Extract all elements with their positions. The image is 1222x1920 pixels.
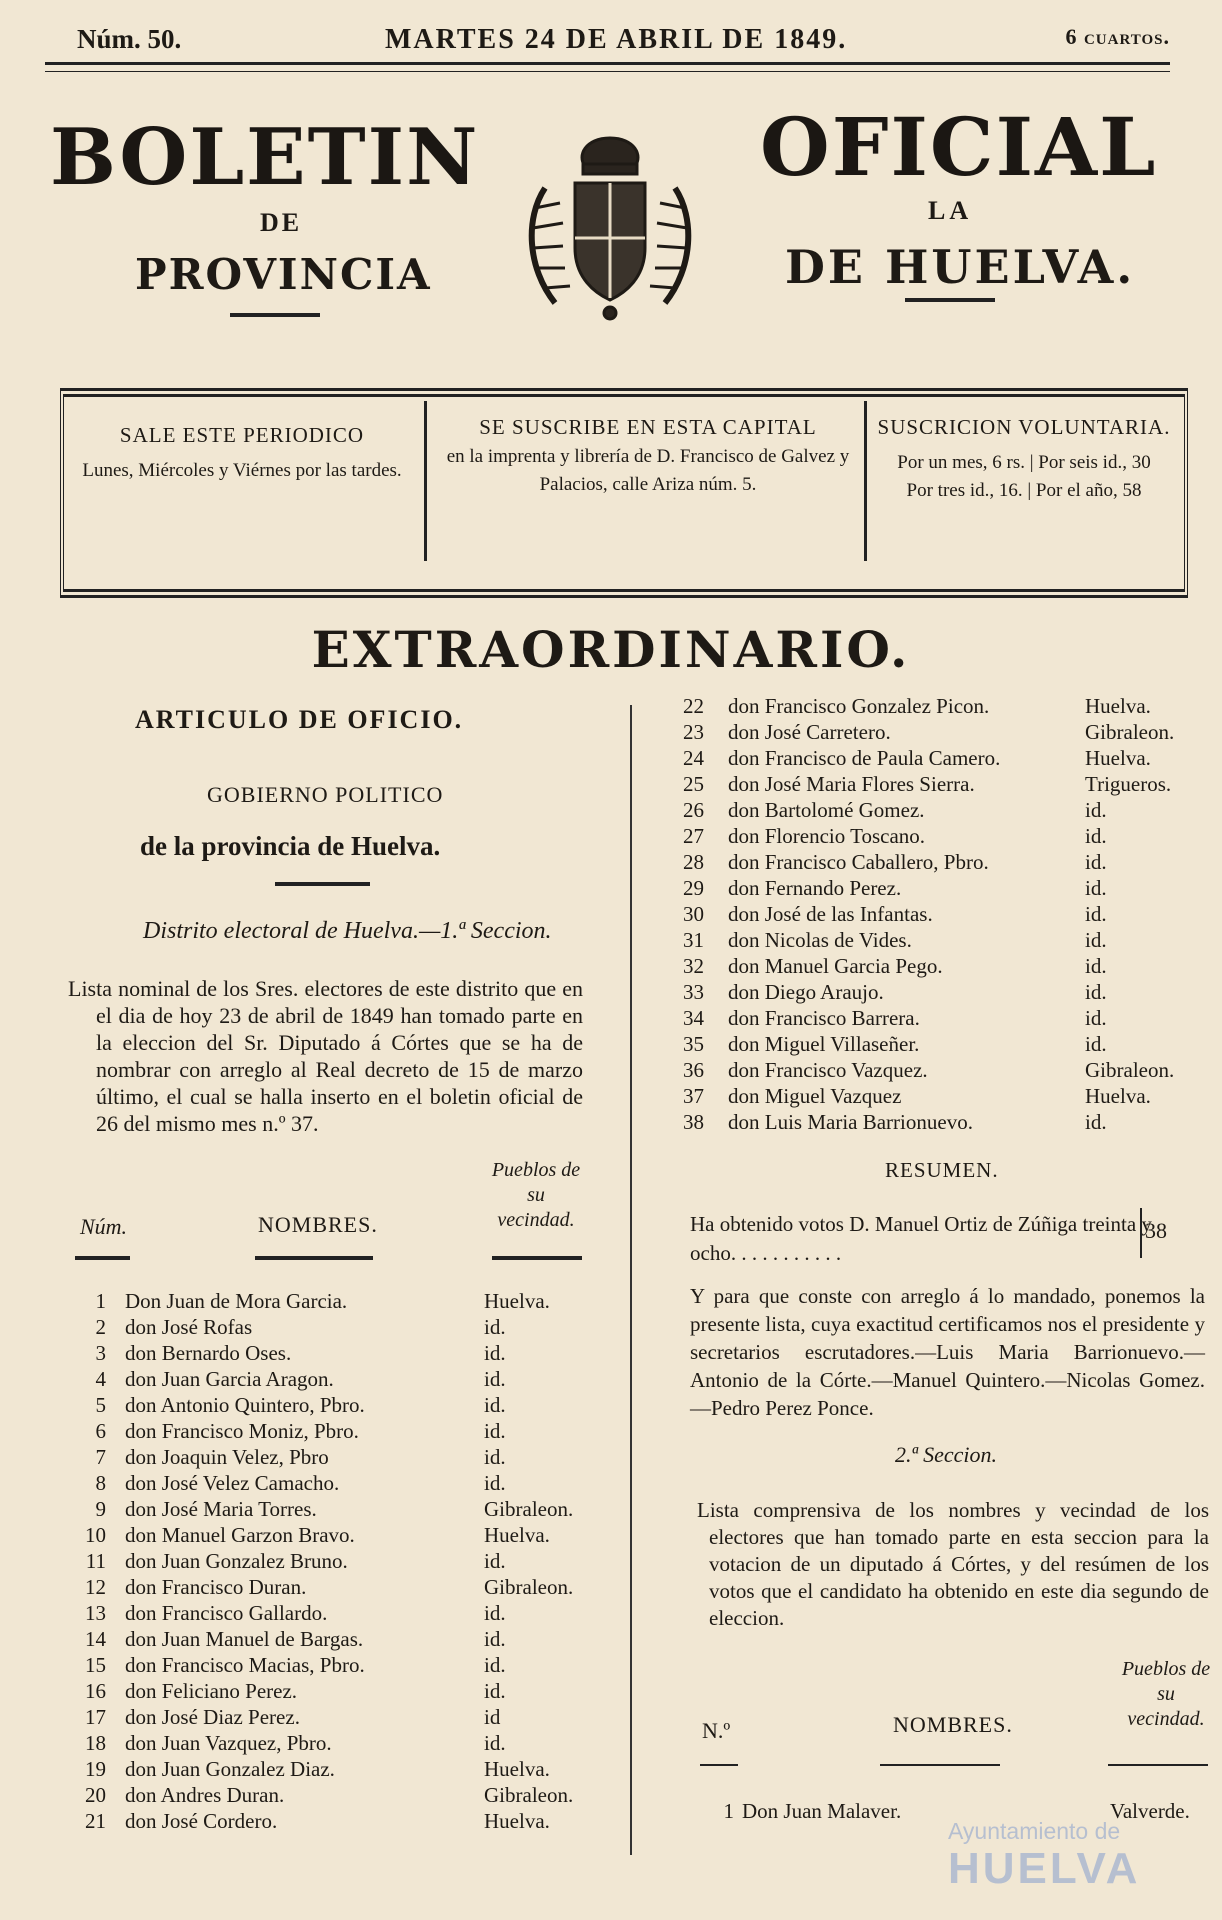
list-intro-text: Lista nominal de los Sres. electores de este distrito que en el dia de hoy 23 de abril de 1849 han tomado parte en la eleccion del Sr. Diputado á Córtes que se ha de nombrar con arreglo al Real decreto de 15 de marzo último, el cual se halla inserto en el boletin oficial de 26 del mismo mes n.º 37. (68, 976, 583, 1136)
elector-town: Trigueros. (1085, 772, 1172, 796)
elector-number: 21 (85, 1809, 106, 1833)
article-heading: ARTICULO DE OFICIO. (135, 705, 464, 734)
elector-town: id (484, 1705, 501, 1729)
section-2-intro (697, 1497, 1209, 1632)
elector-name: don José Velez Camacho. (125, 1471, 340, 1495)
section-2-intro-text: Lista comprensiva de los nombres y vecindad de los electores que han tomado parte en esta seccion para la votacion de un diputado á Córtes, y del resúmen de los votos que el candidato ha obtenido en este dia segundo de eleccion. (697, 1498, 1209, 1630)
elector-number: 1 (723, 1799, 734, 1823)
elector-name: don Feliciano Perez. (125, 1679, 298, 1703)
publication-title: SALE ESTE PERIODICO (119, 423, 365, 447)
elector-town: id. (484, 1393, 506, 1417)
divider (1108, 1764, 1208, 1766)
masthead-la: LA (928, 196, 973, 225)
elector-town: Gibraleon. (484, 1783, 574, 1807)
elector-name: don Nicolas de Vides. (728, 928, 912, 952)
vote-total: 38 (1145, 1218, 1167, 1243)
column-header-number: Núm. (80, 1214, 128, 1239)
elector-town: id. (1085, 1110, 1107, 1134)
elector-number: 2 (95, 1315, 106, 1339)
certification-text: Y para que conste con arreglo á lo mandado, ponemos la presente lista, cuya exactitud certificamos nos el presidente y secretarios escrutadores.—Luis Maria Barrionuevo.—Antonio de la Córte.—Manuel Quintero.—Nicolas Gomez.—Pedro Perez Ponce. (690, 1284, 1205, 1420)
elector-number: 28 (683, 850, 704, 874)
column-header-names: NOMBRES. (258, 1212, 378, 1237)
elector-name: don José Maria Flores Sierra. (728, 772, 975, 796)
divider (230, 313, 320, 317)
elector-name: don Francisco Moniz, Pbro. (125, 1419, 359, 1443)
elector-town: id. (484, 1419, 506, 1443)
elector-number: 20 (85, 1783, 106, 1807)
publication-days (72, 411, 412, 485)
masthead-de-huelva: DE HUELVA. (785, 240, 1136, 294)
elector-town: Huelva. (484, 1523, 550, 1547)
elector-town: id. (1085, 876, 1107, 900)
elector-number: 4 (95, 1367, 106, 1391)
elector-town: id. (484, 1731, 506, 1755)
subscribe-text: en la imprenta y librería de D. Francisco de Galvez y Palacios, calle Ariza núm. 5. (446, 446, 850, 495)
elector-number: 15 (85, 1653, 106, 1677)
elector-name: don Francisco Barrera. (728, 1006, 920, 1030)
elector-number: 19 (85, 1757, 106, 1781)
elector-number: 34 (683, 1006, 704, 1030)
elector-name: don Andres Duran. (125, 1783, 285, 1807)
elector-town: id. (1085, 824, 1107, 848)
divider (75, 1256, 130, 1260)
elector-town: Gibraleon. (484, 1497, 574, 1521)
elector-number: 3 (95, 1341, 106, 1365)
elector-name: Don Juan de Mora Garcia. (125, 1289, 348, 1313)
elector-number: 22 (683, 694, 704, 718)
elector-town: id. (1085, 902, 1107, 926)
column-header-names: NOMBRES. (893, 1712, 1013, 1737)
column-header-towns: Pueblos de su vecindad. (1121, 1658, 1211, 1730)
issue-number: Núm. 50. (77, 24, 182, 54)
elector-name: Don Juan Malaver. (742, 1799, 902, 1823)
elector-number: 24 (683, 746, 704, 770)
elector-name: don José Diaz Perez. (125, 1705, 300, 1729)
vote-summary: Ha obtenido votos D. Manuel Ortiz de Zúñiga treinta y ocho. . . . . . . . . . . (690, 1212, 1152, 1265)
elector-name: don Joaquin Velez, Pbro (125, 1445, 329, 1469)
elector-number: 37 (683, 1084, 704, 1108)
box-divider (864, 401, 867, 561)
prices-title: SUSCRICION VOLUNTARIA. (877, 415, 1171, 439)
elector-name: don Francisco Duran. (125, 1575, 307, 1599)
section-2-heading: 2.ª Seccion. (895, 1442, 997, 1467)
elector-town: id. (484, 1679, 506, 1703)
elector-number: 26 (683, 798, 704, 822)
elector-town: id. (484, 1367, 506, 1391)
elector-town: Huelva. (1085, 746, 1151, 770)
divider (492, 1256, 582, 1260)
column-header-towns: Pueblos de su vecindad. (491, 1159, 581, 1231)
elector-number: 29 (683, 876, 704, 900)
box-divider (424, 401, 427, 561)
elector-number: 18 (85, 1731, 106, 1755)
elector-name: don Manuel Garzon Bravo. (125, 1523, 355, 1547)
elector-number: 16 (85, 1679, 106, 1703)
elector-number: 1 (95, 1289, 106, 1313)
elector-town: id. (1085, 1032, 1107, 1056)
masthead-oficial: OFICIAL (760, 100, 1158, 194)
elector-number: 23 (683, 720, 704, 744)
elector-number: 27 (683, 824, 704, 848)
elector-name: don Francisco Gallardo. (125, 1601, 328, 1625)
gobierno-heading: GOBIERNO POLITICO (207, 782, 444, 807)
elector-name: don Francisco Vazquez. (728, 1058, 928, 1082)
elector-town: Gibraleon. (1085, 720, 1175, 744)
elector-number: 17 (85, 1705, 106, 1729)
elector-name: don José Rofas (125, 1315, 253, 1339)
elector-town: Gibraleon. (484, 1575, 574, 1599)
elector-name: don Juan Gonzalez Diaz. (125, 1757, 335, 1781)
elector-name: don Juan Garcia Aragon. (125, 1367, 334, 1391)
elector-name: don Juan Gonzalez Bruno. (125, 1549, 348, 1573)
list-intro (68, 975, 583, 1137)
elector-town: id. (484, 1549, 506, 1573)
elector-number: 30 (683, 902, 704, 926)
elector-name: don Antonio Quintero, Pbro. (125, 1393, 365, 1417)
elector-town: Huelva. (484, 1809, 550, 1833)
elector-name: don José de las Infantas. (728, 902, 933, 926)
elector-town: id. (484, 1315, 506, 1339)
elector-number: 32 (683, 954, 704, 978)
elector-town: Huelva. (484, 1757, 550, 1781)
divider (275, 882, 370, 886)
coat-of-arms-icon (515, 128, 705, 323)
elector-number: 35 (683, 1032, 704, 1056)
masthead-provincia: PROVINCIA (135, 250, 432, 299)
divider (905, 298, 995, 302)
elector-name: don Miguel Vazquez (728, 1084, 902, 1108)
elector-town: id. (1085, 798, 1107, 822)
price-line: Por un mes, 6 rs. | Por seis id., 30 (897, 452, 1151, 473)
elector-name: don José Maria Torres. (125, 1497, 317, 1521)
subscribe-title: SE SUSCRIBE EN ESTA CAPITAL (479, 415, 817, 439)
masthead-boletin: BOLETIN (50, 112, 480, 203)
elector-number: 6 (95, 1419, 106, 1443)
elector-name: don Manuel Garcia Pego. (728, 954, 943, 978)
elector-name: don Bartolomé Gomez. (728, 798, 925, 822)
elector-name: don Francisco Caballero, Pbro. (728, 850, 989, 874)
elector-number: 25 (683, 772, 704, 796)
masthead-de: DE (260, 208, 303, 237)
elector-number: 9 (95, 1497, 106, 1521)
elector-number: 31 (683, 928, 704, 952)
divider (700, 1764, 738, 1766)
price-line: Por tres id., 16. | Por el año, 58 (906, 480, 1142, 501)
elector-name: don José Cordero. (125, 1809, 278, 1833)
elector-name: don Francisco Gonzalez Picon. (728, 694, 990, 718)
summary-heading: RESUMEN. (885, 1158, 999, 1182)
elector-town: id. (1085, 980, 1107, 1004)
elector-town: id. (1085, 928, 1107, 952)
column-divider (630, 705, 632, 1855)
elector-name: don Fernando Perez. (728, 876, 902, 900)
elector-town: Huelva. (484, 1289, 550, 1313)
subscription-box (60, 388, 1188, 598)
elector-town: Huelva. (1085, 694, 1151, 718)
subscription-prices (874, 411, 1174, 505)
elector-name: don Luis Maria Barrionuevo. (728, 1110, 973, 1134)
elector-number: 7 (95, 1445, 106, 1469)
elector-town: id. (484, 1341, 506, 1365)
elector-town: id. (484, 1445, 506, 1469)
elector-town: id. (484, 1653, 506, 1677)
elector-town: Gibraleon. (1085, 1058, 1175, 1082)
elector-name: don Francisco de Paula Camero. (728, 746, 1001, 770)
elector-number: 33 (683, 980, 704, 1004)
elector-number: 11 (85, 1549, 106, 1573)
elector-number: 10 (85, 1523, 106, 1547)
top-rule (45, 62, 1170, 72)
elector-name: don Francisco Macias, Pbro. (125, 1653, 365, 1677)
watermark-logo: HUELVA (948, 1844, 1141, 1893)
elector-number: 36 (683, 1058, 704, 1082)
elector-number: 8 (95, 1471, 106, 1495)
issue-price: 6 cuartos. (1065, 24, 1170, 49)
watermark-text: Ayuntamiento de (948, 1818, 1121, 1844)
elector-name: don Diego Araujo. (728, 980, 884, 1004)
district-heading: Distrito electoral de Huelva.—1.ª Seccion. (143, 918, 552, 944)
elector-name: don Florencio Toscano. (728, 824, 926, 848)
elector-town: id. (484, 1471, 506, 1495)
elector-town: Huelva. (1085, 1084, 1151, 1108)
elector-town: id. (1085, 1006, 1107, 1030)
elector-number: 12 (85, 1575, 106, 1599)
publication-text: Lunes, Miércoles y Viérnes por las tardes. (82, 460, 402, 481)
elector-number: 13 (85, 1601, 106, 1625)
elector-town: Valverde. (1110, 1799, 1190, 1823)
elector-number: 5 (95, 1393, 106, 1417)
issue-date: MARTES 24 DE ABRIL DE 1849. (385, 24, 848, 55)
elector-name: don José Carretero. (728, 720, 891, 744)
divider (255, 1256, 373, 1260)
subscribe-location (442, 411, 854, 499)
elector-town: id. (484, 1601, 506, 1625)
elector-name: don Juan Vazquez, Pbro. (125, 1731, 332, 1755)
extraordinario-title: EXTRAORDINARIO. (311, 620, 911, 679)
elector-name: don Miguel Villaseñer. (728, 1032, 920, 1056)
elector-town: id. (1085, 850, 1107, 874)
elector-number: 38 (683, 1110, 704, 1134)
province-heading: de la provincia de Huelva. (140, 831, 441, 861)
divider (880, 1764, 1000, 1766)
elector-town: id. (484, 1627, 506, 1651)
elector-town: id. (1085, 954, 1107, 978)
issue-bar (45, 18, 1170, 62)
column-header-number: N.º (702, 1718, 731, 1743)
elector-number: 14 (85, 1627, 106, 1651)
elector-name: don Juan Manuel de Bargas. (125, 1627, 364, 1651)
elector-name: don Bernardo Oses. (125, 1341, 292, 1365)
